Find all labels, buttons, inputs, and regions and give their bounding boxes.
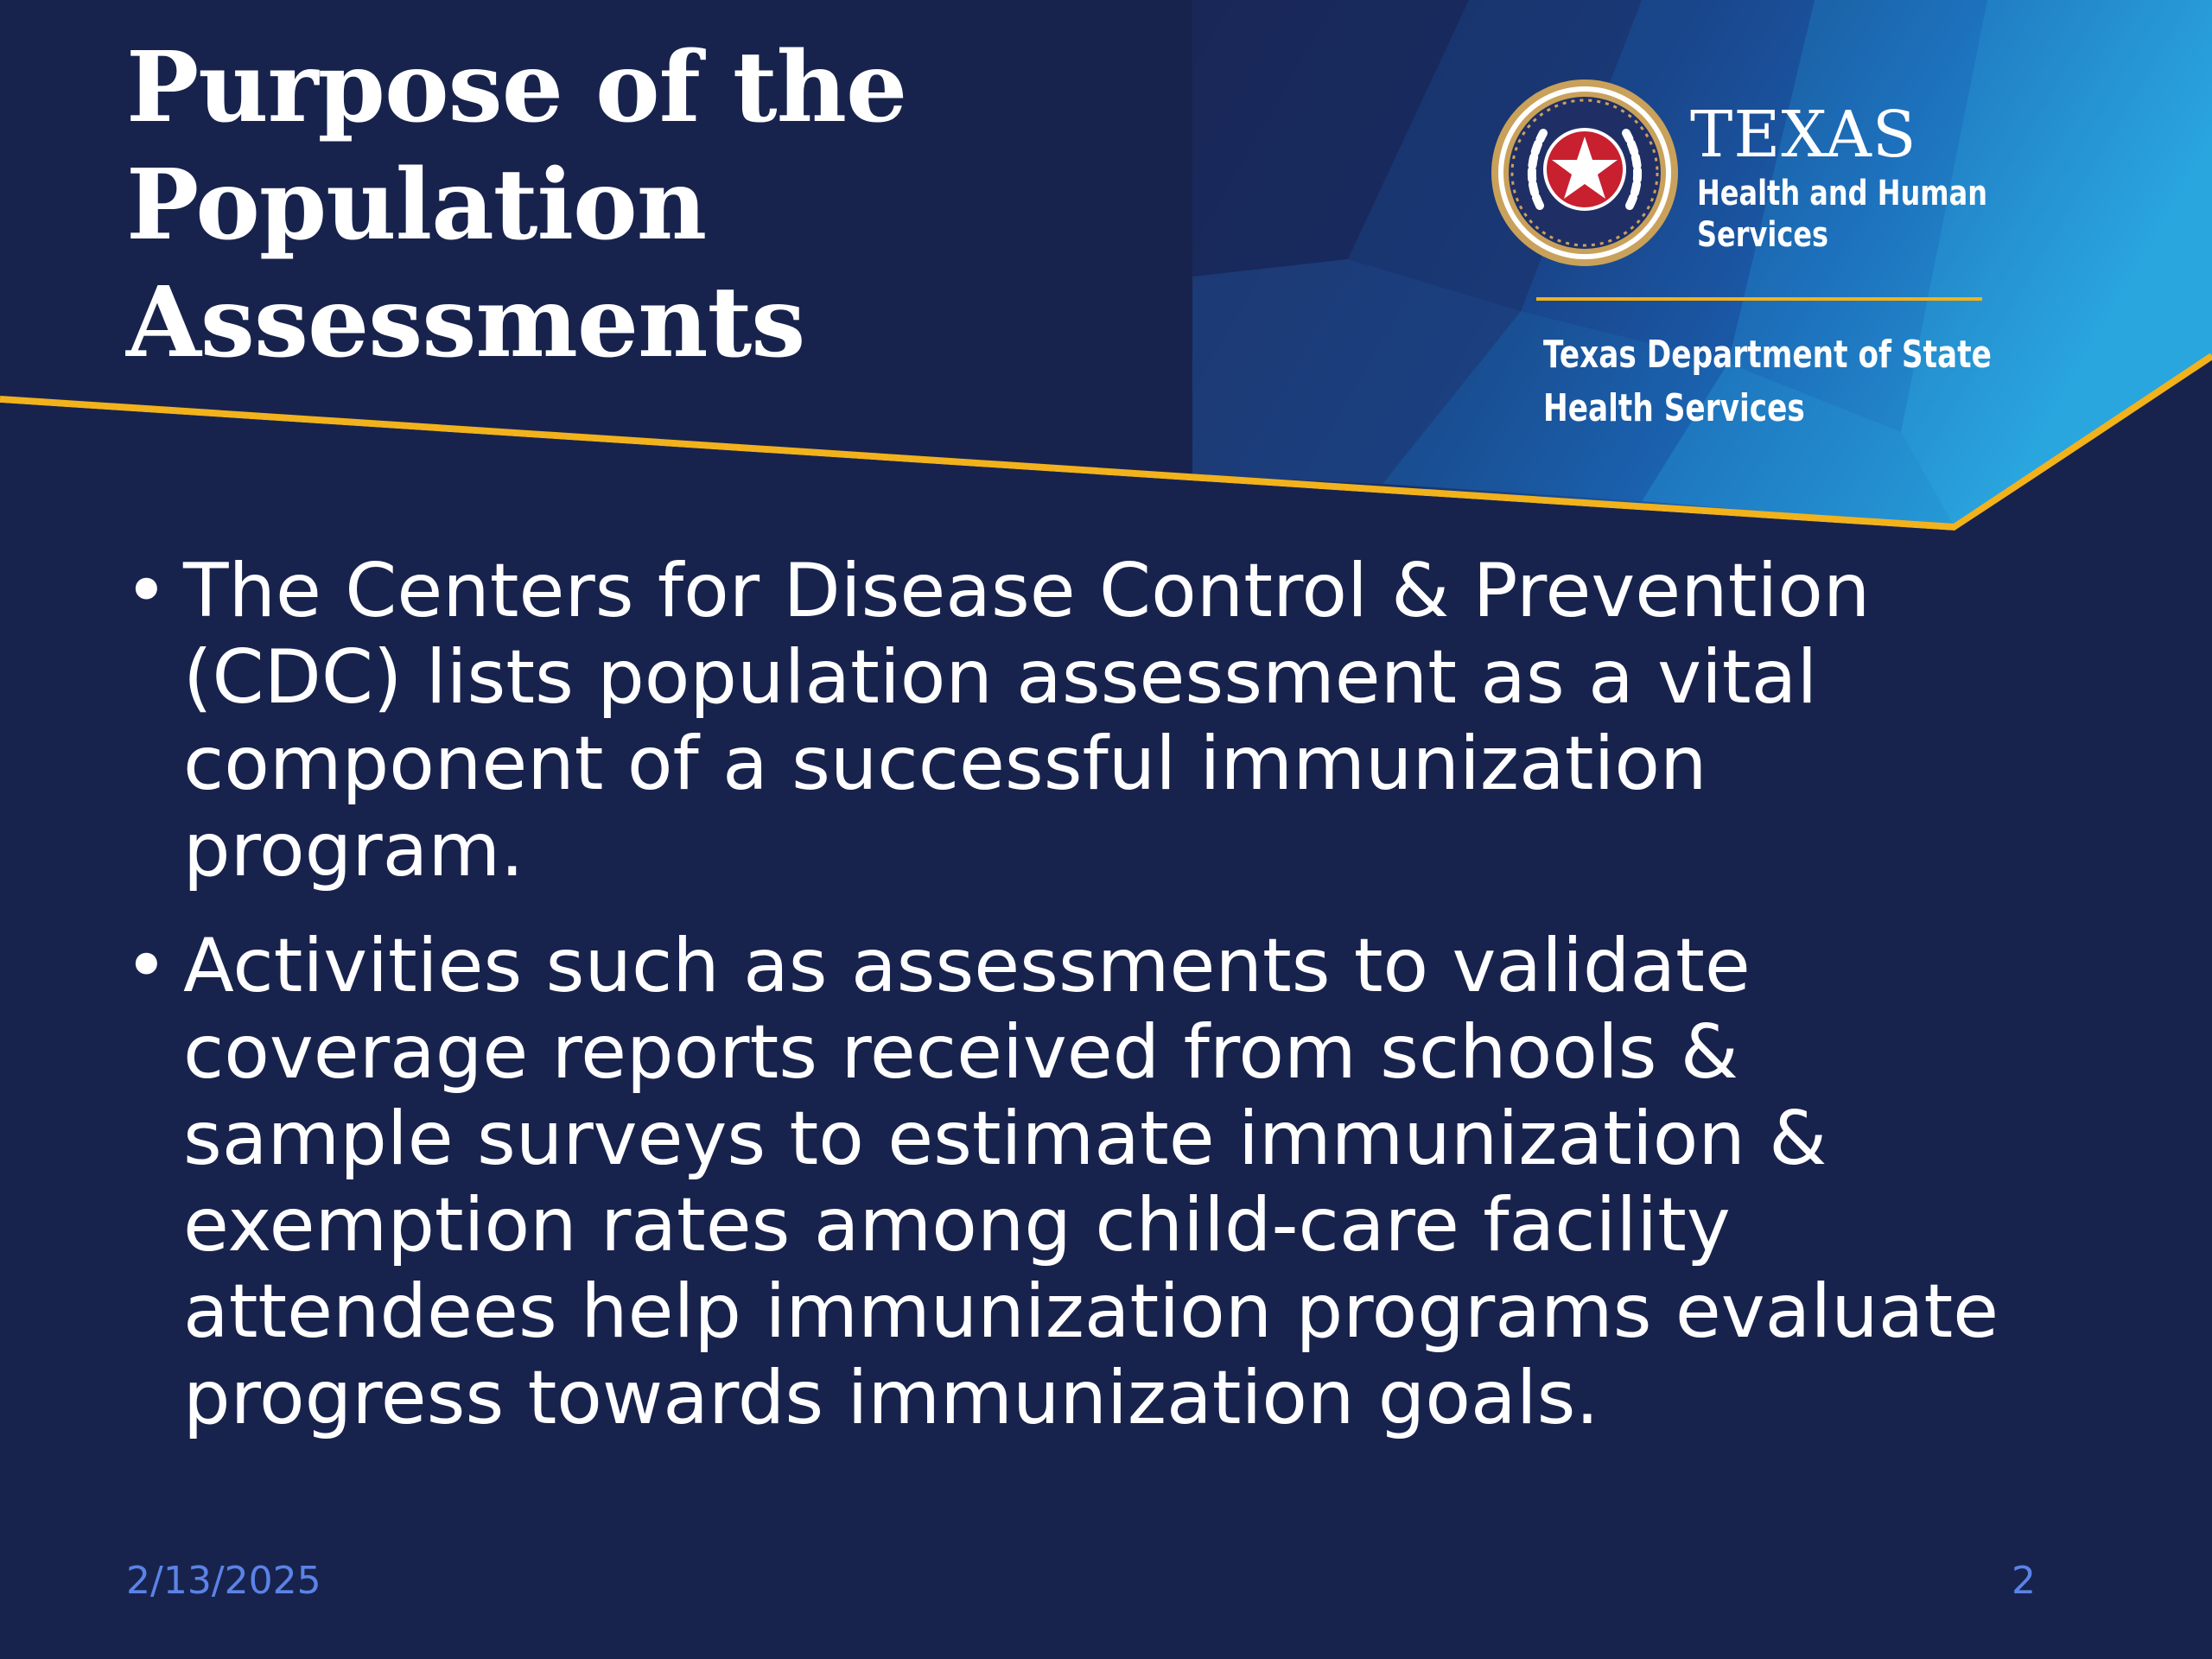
footer-date: 2/13/2025: [126, 1559, 321, 1603]
bullet-line: sample surveys to estimate immunization &: [183, 1096, 1827, 1182]
logo-divider: [1536, 297, 1982, 301]
bullet-item: [121, 923, 2143, 1441]
logo-agency-name: [1697, 173, 1987, 256]
logo-agency-line: Services: [1697, 215, 1829, 255]
bullet-line: The Centers for Disease Control & Prevention: [183, 548, 1871, 634]
page-number: 2: [2012, 1559, 2036, 1603]
texas-hhs-logo: [1488, 76, 1992, 439]
bullet-line: progress towards immunization goals.: [183, 1355, 1599, 1441]
bullet-line: (CDC) lists population assessment as a vital: [183, 634, 1818, 721]
bullet-line: component of a successful immunization: [183, 721, 1707, 807]
logo-department-line: Health Services: [1543, 386, 1805, 430]
bullet-line: coverage reports received from schools &: [183, 1009, 1738, 1096]
logo-department-name: [1543, 328, 1992, 435]
logo-agency-line: Health and Human: [1697, 174, 1987, 213]
bullet-line: attendees help immunization programs evaluate: [183, 1268, 1999, 1355]
logo-department-line: Texas Department of State: [1543, 333, 1992, 377]
title-line: Assessments: [126, 266, 805, 379]
bullet-dot-icon: •: [124, 923, 168, 1009]
title-line: Purpose of the: [126, 31, 907, 144]
bullet-line: exemption rates among child-care facility: [183, 1182, 1731, 1268]
bullet-list: [121, 548, 2143, 1471]
logo-texas-wordmark: TEXAS: [1690, 98, 1917, 172]
slide-title: [126, 29, 906, 382]
texas-star-seal-icon: [1488, 76, 1681, 270]
bullet-dot-icon: •: [124, 548, 168, 634]
bullet-line: program.: [183, 807, 524, 893]
bullet-line: Activities such as assessments to validate: [183, 923, 1751, 1009]
bullet-item: [121, 548, 2143, 893]
title-line: Population: [126, 149, 707, 262]
